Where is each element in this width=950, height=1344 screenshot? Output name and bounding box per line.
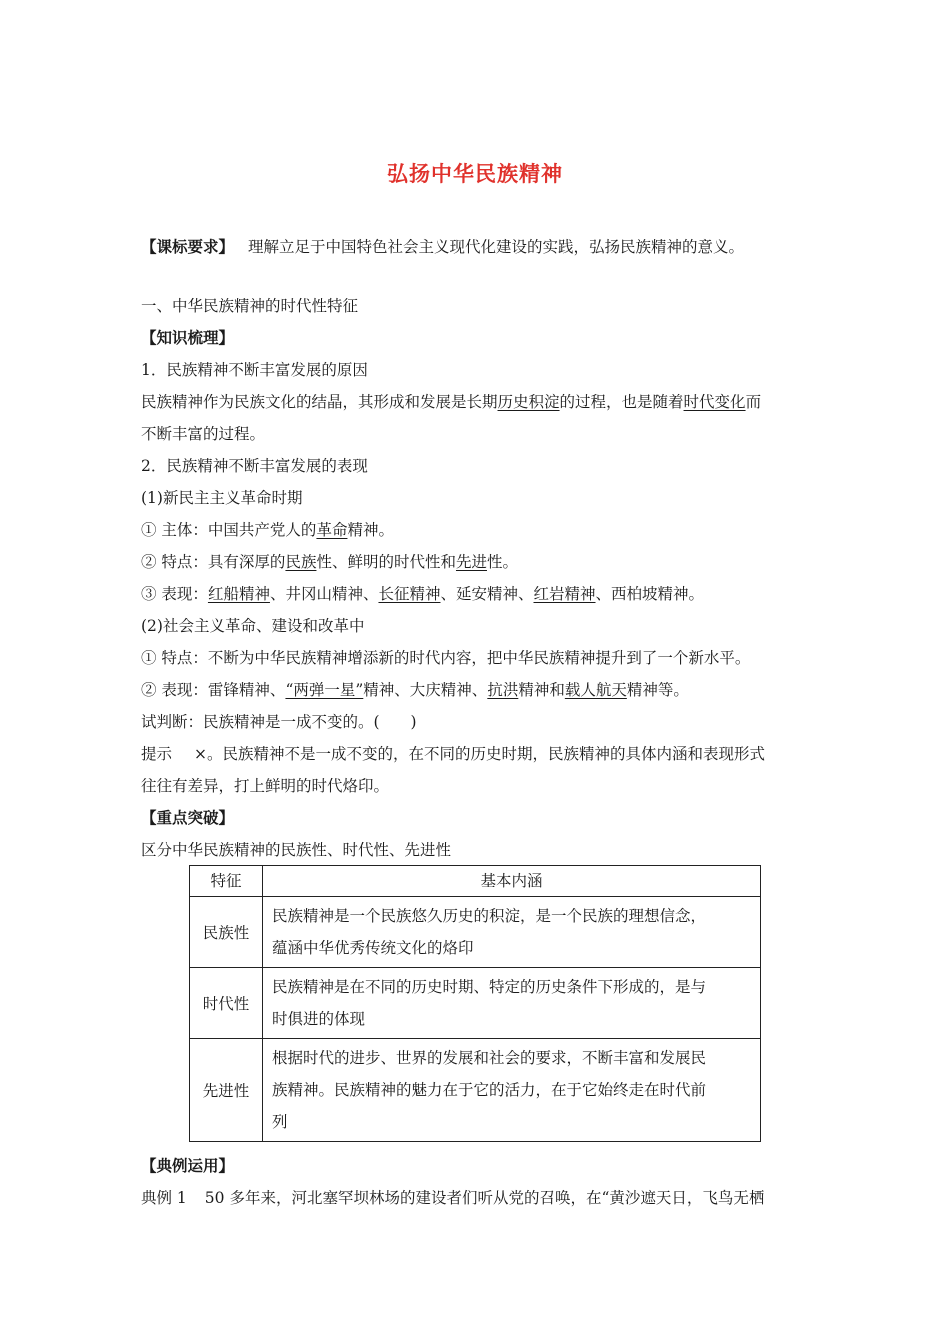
example-number: 典例 1 bbox=[141, 1189, 187, 1207]
underlined-answer: 红岩精神 bbox=[533, 585, 596, 603]
text-run: 性、鲜明的时代性和 bbox=[316, 553, 456, 571]
text-run: ① 主体：中国共产党人的 bbox=[141, 521, 317, 539]
underlined-answer: 载人航天 bbox=[564, 681, 627, 699]
table-feature-cell: 时代性 bbox=[190, 968, 263, 1039]
text-run: 精神和 bbox=[518, 681, 565, 699]
example-text: 50 多年来，河北塞罕坝林场的建设者们听从党的召唤，在“黄沙遮天日，飞鸟无栖 bbox=[204, 1189, 765, 1207]
cell-line: 民族精神是在不同的历史时期、特定的历史条件下形成的，是与 bbox=[272, 978, 707, 996]
example-label: 【典例运用】 bbox=[141, 1156, 235, 1175]
cell-line: 民族精神是一个民族悠久历史的积淀，是一个民族的理想信念， bbox=[272, 907, 707, 925]
example-line bbox=[141, 1188, 764, 1208]
cell-line: 列 bbox=[272, 1113, 288, 1131]
table-content-cell bbox=[263, 897, 761, 968]
text-run: 的过程，也是随着 bbox=[559, 393, 684, 411]
knowledge-label: 【知识梳理】 bbox=[141, 328, 235, 347]
requirement-label: 【课标要求】 bbox=[141, 237, 235, 256]
text-run: 、西柏坡精神。 bbox=[595, 585, 705, 603]
text-run: 精神、大庆精神、 bbox=[363, 681, 488, 699]
underlined-answer: 抗洪 bbox=[487, 681, 519, 699]
requirement-line bbox=[141, 237, 744, 257]
table-feature-cell: 先进性 bbox=[190, 1039, 263, 1142]
table-header-cell: 特征 bbox=[190, 866, 263, 897]
table-row bbox=[190, 897, 761, 968]
cell-line: 蕴涵中华优秀传统文化的烙印 bbox=[272, 939, 474, 957]
text-run: 、延安精神、 bbox=[440, 585, 534, 603]
text-run: 精神。 bbox=[347, 521, 394, 539]
text-run: ② 特点：具有深厚的 bbox=[141, 553, 286, 571]
period1-feature bbox=[141, 552, 518, 572]
underlined-answer: 民族 bbox=[285, 553, 317, 571]
underlined-answer: 历史积淀 bbox=[497, 393, 560, 411]
text-run: 而 bbox=[745, 393, 762, 411]
cell-line: 时俱进的体现 bbox=[272, 1010, 366, 1028]
item1-heading: 1．民族精神不断丰富发展的原因 bbox=[141, 361, 368, 379]
underlined-answer: 红船精神 bbox=[207, 585, 270, 603]
underlined-answer: 革命 bbox=[316, 521, 348, 539]
text-run: 民族精神作为民族文化的结晶，其形成和发展是长期 bbox=[141, 393, 498, 411]
key-label: 【重点突破】 bbox=[141, 808, 235, 827]
underlined-answer: 时代变化 bbox=[683, 393, 746, 411]
text-run: ③ 表现： bbox=[141, 585, 208, 603]
table-content-cell bbox=[263, 968, 761, 1039]
text-run: ② 表现：雷锋精神、 bbox=[141, 681, 286, 699]
requirement-text: 理解立足于中国特色社会主义现代化建设的实践，弘扬民族精神的意义。 bbox=[248, 238, 745, 256]
period2-heading: (2)社会主义革命、建设和改革中 bbox=[141, 617, 365, 635]
period1-heading: (1)新民主主义革命时期 bbox=[141, 489, 303, 507]
item1-line1 bbox=[141, 392, 761, 412]
section-heading: 一、中华民族精神的时代性特征 bbox=[141, 297, 359, 315]
feature-table bbox=[189, 865, 761, 1142]
judge-question: 试判断：民族精神是一成不变的。( ) bbox=[141, 713, 417, 731]
underlined-answer: 长征精神 bbox=[378, 585, 441, 603]
hint-line1 bbox=[141, 744, 765, 764]
text-run: 性。 bbox=[486, 553, 518, 571]
period2-show bbox=[141, 680, 689, 700]
page-title: 弘扬中华民族精神 bbox=[387, 162, 563, 186]
hint-text: ×。民族精神不是一成不变的，在不同的历史时期，民族精神的具体内涵和表现形式 bbox=[194, 745, 766, 763]
table-content-cell bbox=[263, 1039, 761, 1142]
table-feature-cell: 民族性 bbox=[190, 897, 263, 968]
cell-line: 族精神。民族精神的魅力在于它的活力，在于它始终走在时代前 bbox=[272, 1081, 707, 1099]
text-run: 精神等。 bbox=[626, 681, 689, 699]
period1-show bbox=[141, 584, 704, 604]
item1-line2: 不断丰富的过程。 bbox=[141, 425, 266, 443]
period2-feature: ① 特点：不断为中华民族精神增添新的时代内容，把中华民族精神提升到了一个新水平。 bbox=[141, 649, 751, 667]
text-run: 、井冈山精神、 bbox=[269, 585, 379, 603]
table-row bbox=[190, 968, 761, 1039]
hint-line2: 往往有差异，打上鲜明的时代烙印。 bbox=[141, 777, 390, 795]
period1-subject bbox=[141, 520, 394, 540]
hint-label: 提示 bbox=[141, 745, 173, 763]
cell-line: 根据时代的进步、世界的发展和社会的要求，不断丰富和发展民 bbox=[272, 1049, 707, 1067]
table-header-row bbox=[190, 866, 761, 897]
table-header-cell: 基本内涵 bbox=[263, 866, 761, 897]
key-intro: 区分中华民族精神的民族性、时代性、先进性 bbox=[141, 841, 452, 859]
underlined-answer: “两弹一星” bbox=[285, 681, 364, 699]
item2-heading: 2．民族精神不断丰富发展的表现 bbox=[141, 457, 368, 475]
table-row bbox=[190, 1039, 761, 1142]
underlined-answer: 先进 bbox=[455, 553, 487, 571]
